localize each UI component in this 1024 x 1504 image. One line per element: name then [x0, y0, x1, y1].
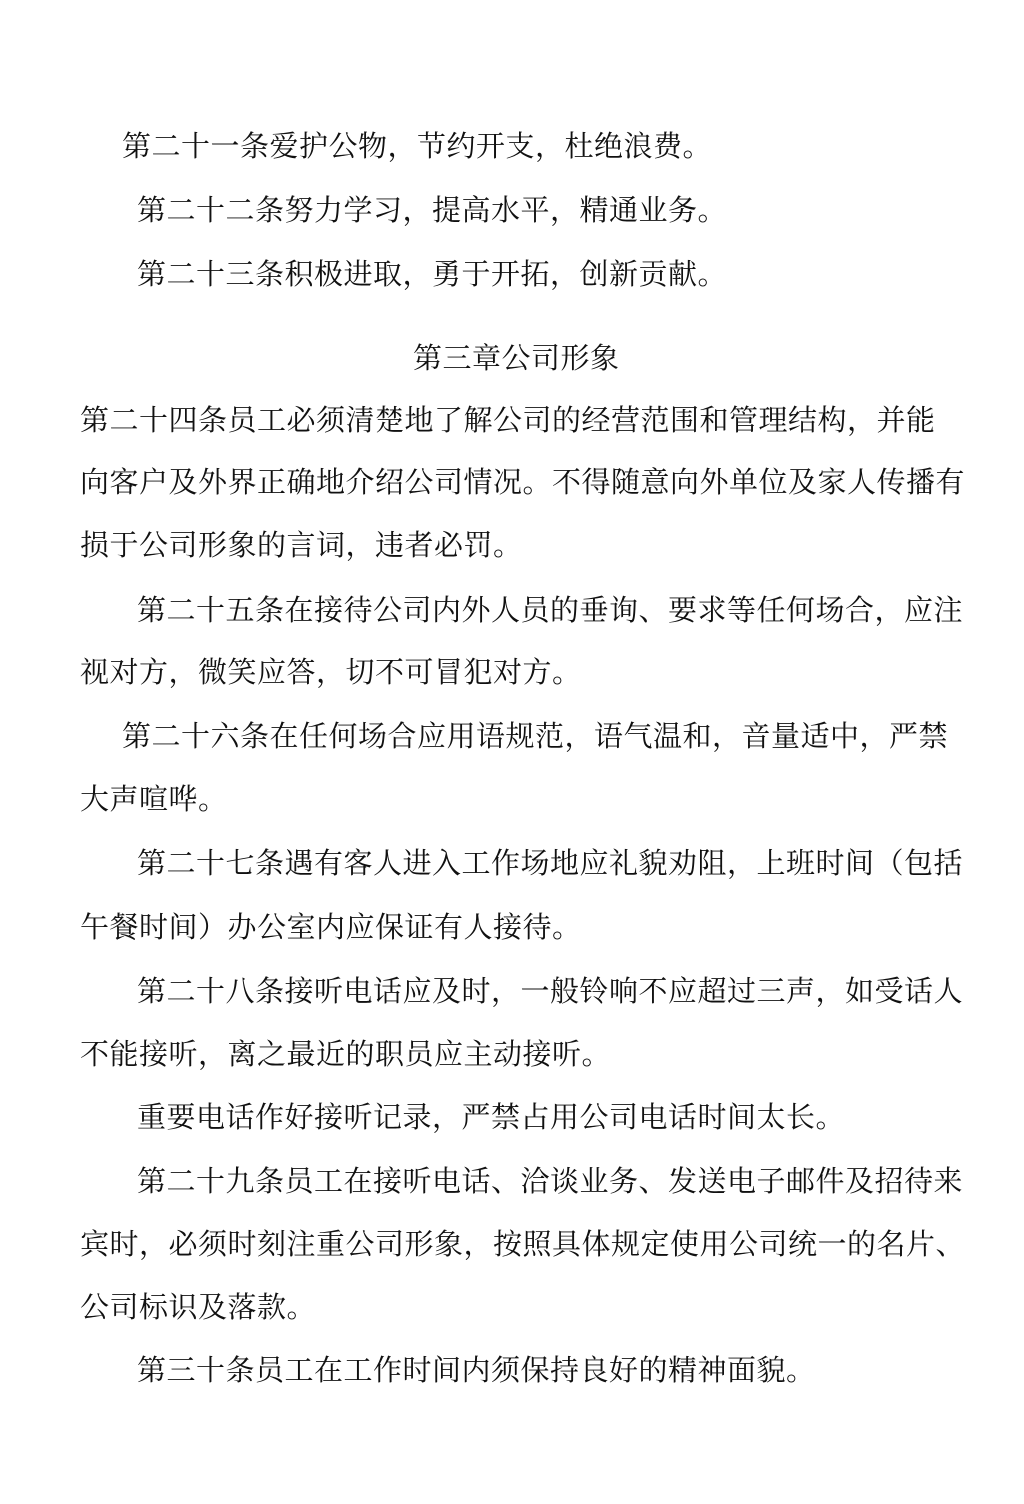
- phone-record-line: 重要电话作好接听记录，严禁占用公司电话时间太长。: [137, 1100, 846, 1134]
- article-26-line-2: 大声喧哗。: [80, 782, 228, 816]
- article-27-line-1: 第二十七条遇有客人进入工作场地应礼貌劝阻，上班时间（包括: [137, 846, 964, 880]
- article-24-line-3: 损于公司形象的言词，违者必罚。: [80, 528, 523, 562]
- article-28-line-1: 第二十八条接听电话应及时，一般铃响不应超过三声，如受话人: [137, 974, 964, 1008]
- article-24-line-2: 向客户及外界正确地介绍公司情况。不得随意向外单位及家人传播有: [80, 465, 966, 499]
- article-29-line-2: 宾时，必须时刻注重公司形象，按照具体规定使用公司统一的名片、: [80, 1227, 966, 1261]
- article-26-line-1: 第二十六条在任何场合应用语规范，语气温和，音量适中，严禁: [122, 719, 949, 753]
- article-22: 第二十二条努力学习，提高水平，精通业务。: [137, 193, 728, 227]
- article-27-line-2: 午餐时间）办公室内应保证有人接待。: [80, 910, 582, 944]
- article-21: 第二十一条爱护公物，节约开支，杜绝浪费。: [122, 129, 713, 163]
- article-24-line-1: 第二十四条员工必须清楚地了解公司的经营范围和管理结构，并能: [80, 403, 936, 437]
- article-23: 第二十三条积极进取，勇于开拓，创新贡献。: [137, 257, 728, 291]
- article-25-line-1: 第二十五条在接待公司内外人员的垂询、要求等任何场合，应注: [137, 593, 964, 627]
- article-29-line-3: 公司标识及落款。: [80, 1290, 317, 1324]
- chapter-heading: 第三章公司形象: [413, 341, 620, 375]
- article-29-line-1: 第二十九条员工在接听电话、洽谈业务、发送电子邮件及招待来: [137, 1164, 964, 1198]
- article-30: 第三十条员工在工作时间内须保持良好的精神面貌。: [137, 1353, 816, 1387]
- article-28-line-2: 不能接听，离之最近的职员应主动接听。: [80, 1037, 612, 1071]
- article-25-line-2: 视对方，微笑应答，切不可冒犯对方。: [80, 655, 582, 689]
